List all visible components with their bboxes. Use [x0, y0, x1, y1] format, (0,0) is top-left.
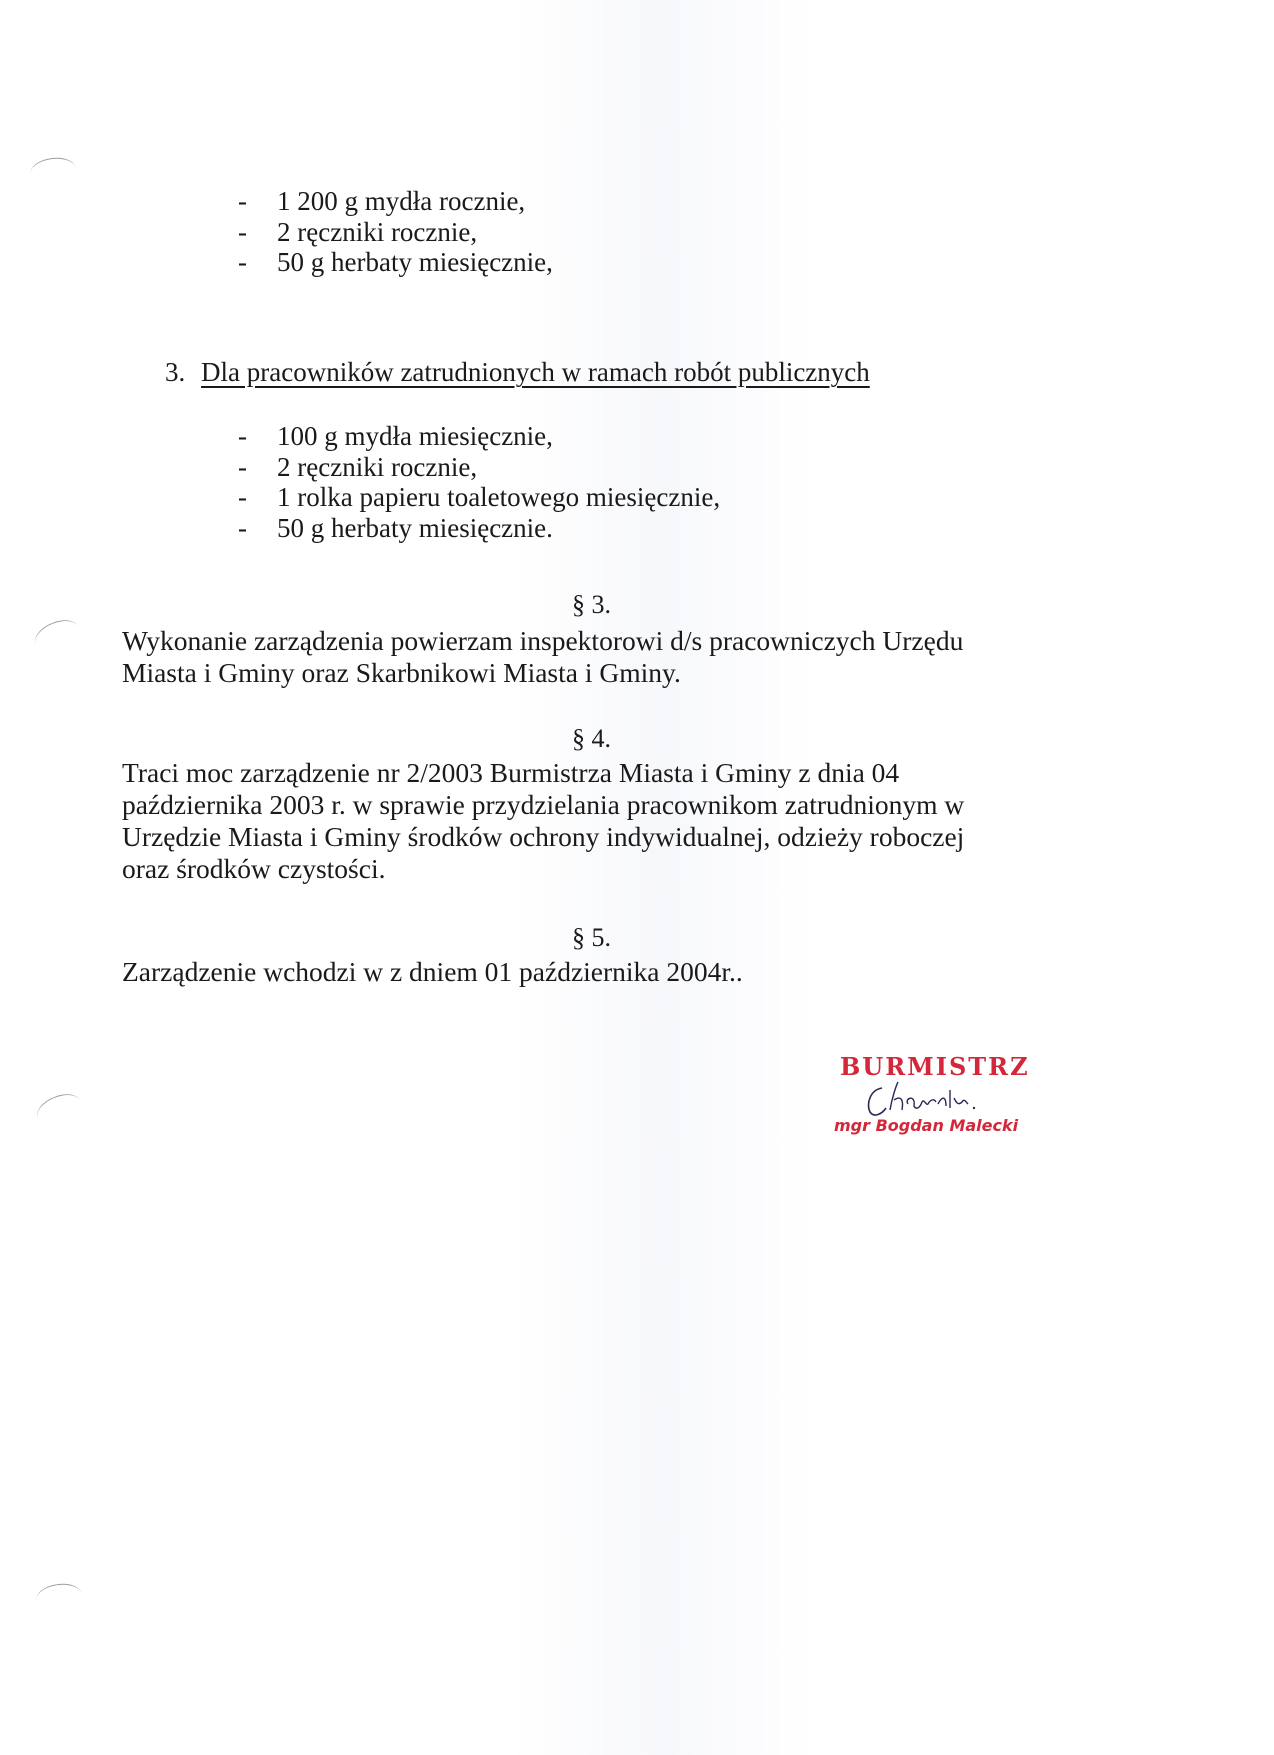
- punch-hole-mark: [33, 1088, 86, 1130]
- section-3-heading: [165, 357, 870, 388]
- paragraph-4-sign: § 4.: [572, 724, 611, 753]
- list-item-text: 1 rolka papieru toaletowego miesięcznie,: [277, 482, 721, 512]
- section-number: 3.: [165, 357, 186, 387]
- section-title: Dla pracowników zatrudnionych w ramach robót publicznych: [201, 357, 870, 387]
- list-item-text: 2 ręczniki rocznie,: [277, 451, 478, 482]
- text-line: Urzędzie Miasta i Gminy środków ochrony indywidualnej, odzieży roboczej: [122, 821, 965, 852]
- list-item-text: 50 g herbaty miesięcznie.: [277, 512, 553, 543]
- paragraph-3-sign: § 3.: [572, 590, 611, 619]
- text-line: października 2003 r. w sprawie przydzielania pracownikom zatrudnionym w: [122, 789, 965, 820]
- text-line: Traci moc zarządzenie nr 2/2003 Burmistrza Miasta i Gminy z dnia 04: [122, 757, 900, 788]
- punch-hole-mark: [34, 1581, 83, 1614]
- stamp-title: BURMISTRZ: [840, 1052, 1030, 1081]
- text-line: Wykonanie zarządzenia powierzam inspektorowi d/s pracowniczych Urzędu: [122, 625, 964, 656]
- punch-hole-mark: [28, 155, 77, 188]
- text-line: oraz środków czystości.: [122, 853, 386, 884]
- list-item-text: 1 200 g mydła rocznie,: [277, 186, 526, 216]
- list-item-text: 100 g mydła miesięcznie,: [277, 421, 553, 451]
- list-item-text: 2 ręczniki rocznie,: [277, 216, 478, 247]
- text-line: Zarządzenie wchodzi w z dniem 01 października 2004r..: [122, 956, 743, 987]
- handwritten-signature: [830, 1052, 1060, 1142]
- paragraph-4-text: [122, 757, 1022, 885]
- text-line: Miasta i Gminy oraz Skarbnikowi Miasta i Gminy.: [122, 657, 681, 688]
- list-item-text: 50 g herbaty miesięcznie,: [277, 247, 553, 277]
- paragraph-5-text: [122, 956, 1022, 988]
- punch-hole-mark: [31, 614, 84, 656]
- paragraph-3-text: [122, 625, 1022, 689]
- stamp-name: mgr Bogdan Malecki: [834, 1116, 1019, 1135]
- mayor-stamp: [830, 1052, 1060, 1142]
- paragraph-5-sign: § 5.: [572, 923, 611, 952]
- document-page: - 1 200 g mydła rocznie, - 2 ręczniki rocznie, - 50 g herbaty miesięcznie, 3. Dla pracowników zatrudnionych w ramach robót publicznych - 100 g mydła miesięcznie, - 2 ręczniki rocznie, - 1 rolka papieru toaletowego miesięcznie, - 50 g herbaty miesięcznie. § 3. Wykonanie zarządzenia powierzam inspektorowi d/s pracowniczych Urzędu Miasta i Gminy oraz Skarbnikowi Miasta i Gminy. § 4. Traci moc zarządzenie nr 2/2003 Burmistrza Miasta i Gminy z dnia 04 października 2003 r. w sprawie przydzielania pracownikom zatrudnionym w Urzędzie Miasta i Gminy środków ochrony indywidualnej, odzieży roboczej oraz środków czystości. § 5. Zarządzenie wchodzi w z dniem 01 października 2004r.. BURMISTRZ mgr Bogdan Malecki: [0, 0, 1274, 1755]
